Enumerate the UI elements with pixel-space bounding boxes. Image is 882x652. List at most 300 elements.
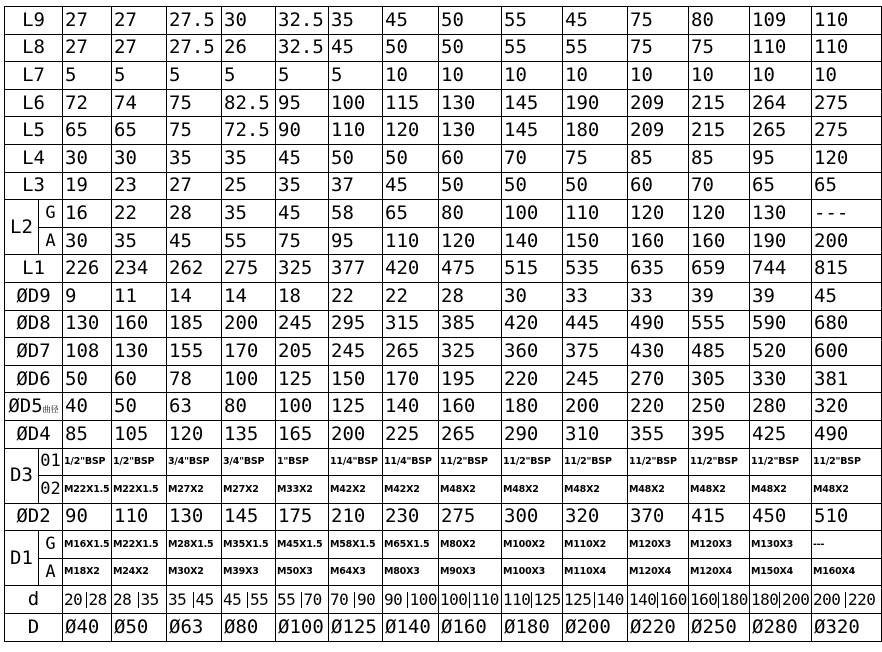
pair-value: 125 xyxy=(564,589,592,609)
table-cell: 50 xyxy=(63,365,112,393)
table-cell: 14 xyxy=(167,282,222,310)
dimension-table xyxy=(4,6,882,642)
pair-value: 140 xyxy=(594,592,627,608)
table-row xyxy=(5,476,882,504)
table-cell: Ø320 xyxy=(812,614,882,642)
table-cell: 270 xyxy=(628,365,689,393)
pair-value: 180 xyxy=(718,592,749,608)
table-cell: 490 xyxy=(628,310,689,338)
table-cell: 27 xyxy=(63,7,112,35)
table-cell: 135 xyxy=(222,420,276,448)
row-label: L5 xyxy=(5,117,63,145)
group-label: D3 xyxy=(5,448,39,503)
table-cell: Ø180 xyxy=(502,614,563,642)
table-cell: 82.5 xyxy=(222,89,276,117)
table-cell: M110X4 xyxy=(563,558,628,586)
pair-value: 45 xyxy=(223,589,242,609)
pair-value: 100 xyxy=(407,592,437,608)
table-cell: 50 xyxy=(502,172,563,200)
table-row xyxy=(5,448,882,476)
table-cell: 30 xyxy=(502,282,563,310)
table-row xyxy=(5,172,882,200)
value-pair xyxy=(384,586,437,613)
table-cell: 744 xyxy=(750,255,812,283)
table-cell: 100 xyxy=(276,393,329,421)
value-pair xyxy=(223,586,274,613)
table-cell: M120X3 xyxy=(689,531,750,559)
table-cell: 209 xyxy=(628,89,689,117)
table-cell: 225 xyxy=(383,420,439,448)
table-cell: 40 xyxy=(63,393,112,421)
table-cell: M120X4 xyxy=(689,558,750,586)
table-cell: 11/2"BSP xyxy=(563,448,628,476)
row-label: L8 xyxy=(5,34,63,62)
table-cell: 100 xyxy=(222,365,276,393)
table-cell: 58 xyxy=(329,200,383,228)
table-cell: 430 xyxy=(628,338,689,366)
table-cell: 25 xyxy=(222,172,276,200)
table-cell: 27 xyxy=(63,34,112,62)
table-row xyxy=(5,586,882,614)
table-cell: M16X1.5 xyxy=(63,531,112,559)
table-cell: 355 xyxy=(628,420,689,448)
table-cell: 415 xyxy=(689,503,750,531)
table-cell: 11/2"BSP xyxy=(750,448,812,476)
table-cell: 100 xyxy=(329,89,383,117)
table-cell: M48X2 xyxy=(628,476,689,504)
table-cell: M48X2 xyxy=(689,476,750,504)
table-cell: 209 xyxy=(628,117,689,145)
table-cell: 180 xyxy=(502,393,563,421)
table-cell: 120 xyxy=(628,200,689,228)
table-cell: 11/2"BSP xyxy=(502,448,563,476)
row-label: d xyxy=(5,586,63,614)
table-cell: 245 xyxy=(329,338,383,366)
table-cell: 375 xyxy=(563,338,628,366)
table-cell: 325 xyxy=(276,255,329,283)
table-cell: M35X1.5 xyxy=(222,531,276,559)
value-pair xyxy=(564,586,626,613)
table-cell: 55 xyxy=(222,227,276,255)
table-cell: 85 xyxy=(63,420,112,448)
table-cell: 420 xyxy=(383,255,439,283)
table-cell: 11/2"BSP xyxy=(439,448,502,476)
table-cell: 315 xyxy=(383,310,439,338)
table-cell: 32.5 xyxy=(276,34,329,62)
table-cell: 220 xyxy=(502,365,563,393)
table-cell: 18 xyxy=(276,282,329,310)
pair-value: 100 xyxy=(440,589,468,609)
pair-value: 180 xyxy=(751,589,779,609)
pair-value: 28 xyxy=(86,592,111,608)
sub-label: A xyxy=(39,558,63,586)
table-cell: 110 xyxy=(563,200,628,228)
table-cell: 1/2"BSP xyxy=(63,448,112,476)
table-cell: 35 xyxy=(222,200,276,228)
table-cell: 265 xyxy=(383,338,439,366)
table-cell: 115 xyxy=(383,89,439,117)
table-row xyxy=(5,117,882,145)
table-cell: 100 xyxy=(502,200,563,228)
table-cell: M27X2 xyxy=(222,476,276,504)
table-cell: 70 xyxy=(502,144,563,172)
table-cell: 170 xyxy=(222,338,276,366)
table-cell: 30 xyxy=(63,144,112,172)
table-row xyxy=(5,614,882,642)
table-cell: 200 xyxy=(563,393,628,421)
row-label-text: ØD9 xyxy=(16,284,51,307)
table-cell: 275 xyxy=(812,89,882,117)
table-cell: 110 xyxy=(812,34,882,62)
table-row xyxy=(5,531,882,559)
table-cell: M30X2 xyxy=(167,558,222,586)
group-label: L2 xyxy=(5,200,39,255)
table-row xyxy=(5,62,882,90)
table-cell: M48X2 xyxy=(750,476,812,504)
table-cell xyxy=(628,586,689,614)
table-cell: 395 xyxy=(689,420,750,448)
pair-value: 110 xyxy=(469,592,501,608)
table-cell: 145 xyxy=(222,503,276,531)
table-cell: 420 xyxy=(502,310,563,338)
dimension-table-body xyxy=(5,7,882,642)
table-cell: 50 xyxy=(383,144,439,172)
table-cell: 1"BSP xyxy=(276,448,329,476)
table-cell: 85 xyxy=(628,144,689,172)
dimension-sheet xyxy=(4,6,876,646)
table-cell: 3/4"BSP xyxy=(167,448,222,476)
table-row xyxy=(5,227,882,255)
table-cell: M22X1.5 xyxy=(63,476,112,504)
table-cell: 215 xyxy=(689,89,750,117)
table-cell xyxy=(222,586,276,614)
value-pair xyxy=(330,586,381,613)
table-cell: 5 xyxy=(276,62,329,90)
table-cell: 55 xyxy=(502,7,563,35)
row-label-note: 曲径 xyxy=(42,405,59,415)
table-cell: 130 xyxy=(167,503,222,531)
table-cell: 130 xyxy=(63,310,112,338)
table-cell: 381 xyxy=(812,365,882,393)
table-cell: 110 xyxy=(329,117,383,145)
table-cell: 75 xyxy=(563,144,628,172)
table-cell: 109 xyxy=(750,7,812,35)
table-cell: 30 xyxy=(63,227,112,255)
table-row xyxy=(5,338,882,366)
row-label xyxy=(5,365,63,393)
table-cell: 130 xyxy=(439,89,502,117)
table-cell: 26 xyxy=(222,34,276,62)
pair-value: 20 xyxy=(64,589,83,609)
table-cell xyxy=(439,586,502,614)
table-cell: M39X3 xyxy=(222,558,276,586)
table-cell: 27 xyxy=(112,34,167,62)
table-cell: 10 xyxy=(383,62,439,90)
table-cell: 45 xyxy=(383,7,439,35)
table-cell: 45 xyxy=(276,200,329,228)
table-cell: 9 xyxy=(63,282,112,310)
table-cell: 110 xyxy=(112,503,167,531)
table-cell: 145 xyxy=(502,89,563,117)
table-cell xyxy=(563,586,628,614)
table-row xyxy=(5,310,882,338)
table-cell: 75 xyxy=(628,7,689,35)
table-cell: 90 xyxy=(276,117,329,145)
table-cell: 140 xyxy=(502,227,563,255)
pair-value: 45 xyxy=(193,592,221,608)
table-row xyxy=(5,393,882,421)
pair-value: 90 xyxy=(384,589,403,609)
table-cell: 50 xyxy=(439,172,502,200)
table-cell: M100X2 xyxy=(502,531,563,559)
table-cell: 27 xyxy=(167,172,222,200)
table-cell: 39 xyxy=(689,282,750,310)
row-label: L4 xyxy=(5,144,63,172)
table-cell: Ø200 xyxy=(563,614,628,642)
table-cell: 290 xyxy=(502,420,563,448)
table-cell: 245 xyxy=(276,310,329,338)
table-cell: M100X3 xyxy=(502,558,563,586)
table-cell: 125 xyxy=(276,365,329,393)
table-cell xyxy=(502,586,563,614)
table-cell: Ø140 xyxy=(383,614,439,642)
table-cell: 45 xyxy=(812,282,882,310)
table-cell: 265 xyxy=(750,117,812,145)
table-cell: 45 xyxy=(329,34,383,62)
table-cell: 55 xyxy=(563,34,628,62)
table-cell: 5 xyxy=(167,62,222,90)
table-cell: 45 xyxy=(563,7,628,35)
table-cell: 230 xyxy=(383,503,439,531)
table-cell: 377 xyxy=(329,255,383,283)
table-cell: M80X2 xyxy=(439,531,502,559)
sub-label: G xyxy=(39,531,63,559)
table-cell: 190 xyxy=(563,89,628,117)
row-label xyxy=(5,310,63,338)
table-cell: 425 xyxy=(750,420,812,448)
table-cell: 10 xyxy=(628,62,689,90)
table-cell: M22X1.5 xyxy=(112,476,167,504)
table-cell: 35 xyxy=(276,172,329,200)
table-cell: 205 xyxy=(276,338,329,366)
table-cell xyxy=(63,586,112,614)
table-cell: 510 xyxy=(812,503,882,531)
table-cell: 175 xyxy=(276,503,329,531)
table-cell: 160 xyxy=(689,227,750,255)
table-cell: 5 xyxy=(222,62,276,90)
table-cell: 45 xyxy=(167,227,222,255)
table-cell: 28 xyxy=(439,282,502,310)
table-cell: 160 xyxy=(112,310,167,338)
table-cell: 195 xyxy=(439,365,502,393)
table-row xyxy=(5,420,882,448)
table-cell: 210 xyxy=(329,503,383,531)
table-row xyxy=(5,200,882,228)
table-cell: 490 xyxy=(812,420,882,448)
table-cell: 50 xyxy=(439,7,502,35)
table-cell: M18X2 xyxy=(63,558,112,586)
table-cell: 265 xyxy=(439,420,502,448)
table-cell: 200 xyxy=(222,310,276,338)
pair-value: 55 xyxy=(277,589,296,609)
table-cell: 330 xyxy=(750,365,812,393)
table-cell: 275 xyxy=(222,255,276,283)
table-cell: 63 xyxy=(167,393,222,421)
table-cell: 120 xyxy=(167,420,222,448)
table-cell xyxy=(167,586,222,614)
table-cell: 11/2"BSP xyxy=(689,448,750,476)
table-cell: 50 xyxy=(112,393,167,421)
value-pair xyxy=(751,586,810,613)
table-cell: 250 xyxy=(689,393,750,421)
table-cell: 325 xyxy=(439,338,502,366)
value-pair xyxy=(440,586,500,613)
table-cell: 120 xyxy=(383,117,439,145)
table-cell: 60 xyxy=(439,144,502,172)
table-cell xyxy=(329,586,383,614)
value-pair xyxy=(277,586,327,613)
table-cell: Ø100 xyxy=(276,614,329,642)
table-cell: 110 xyxy=(812,7,882,35)
table-cell: 475 xyxy=(439,255,502,283)
table-cell: 95 xyxy=(750,144,812,172)
table-cell: 105 xyxy=(112,420,167,448)
table-cell: M58X1.5 xyxy=(329,531,383,559)
table-cell: 11 xyxy=(112,282,167,310)
table-cell: M48X2 xyxy=(439,476,502,504)
table-cell: 310 xyxy=(563,420,628,448)
table-cell: Ø250 xyxy=(689,614,750,642)
table-cell: 35 xyxy=(167,144,222,172)
table-cell: 180 xyxy=(563,117,628,145)
table-cell: 27 xyxy=(112,7,167,35)
table-cell xyxy=(112,586,167,614)
table-cell: 555 xyxy=(689,310,750,338)
table-cell: M48X2 xyxy=(502,476,563,504)
row-label xyxy=(5,393,63,421)
sub-label: 02 xyxy=(39,476,63,504)
table-cell: 600 xyxy=(812,338,882,366)
pair-value: 200 xyxy=(779,592,810,608)
table-cell: Ø125 xyxy=(329,614,383,642)
value-pair xyxy=(168,586,220,613)
row-label xyxy=(5,338,63,366)
table-cell: Ø40 xyxy=(63,614,112,642)
table-cell: 275 xyxy=(439,503,502,531)
table-cell: 11/2"BSP xyxy=(628,448,689,476)
pair-value: 90 xyxy=(354,592,381,608)
row-label: L6 xyxy=(5,89,63,117)
table-cell: Ø50 xyxy=(112,614,167,642)
table-cell: 10 xyxy=(750,62,812,90)
table-cell: 385 xyxy=(439,310,502,338)
table-cell: 130 xyxy=(112,338,167,366)
table-cell: 120 xyxy=(689,200,750,228)
table-cell: 5 xyxy=(329,62,383,90)
table-cell: 170 xyxy=(383,365,439,393)
table-cell: Ø80 xyxy=(222,614,276,642)
value-pair xyxy=(503,586,561,613)
sub-label: A xyxy=(39,227,63,255)
table-cell: M48X2 xyxy=(812,476,882,504)
table-cell: 65 xyxy=(383,200,439,228)
table-cell: 120 xyxy=(812,144,882,172)
table-cell: 50 xyxy=(383,34,439,62)
table-cell: 125 xyxy=(329,393,383,421)
table-cell: 33 xyxy=(628,282,689,310)
pair-value: 35 xyxy=(168,589,187,609)
table-cell: 280 xyxy=(750,393,812,421)
row-label: D xyxy=(5,614,63,642)
table-cell: 45 xyxy=(276,144,329,172)
table-cell: 130 xyxy=(439,117,502,145)
table-cell: 23 xyxy=(112,172,167,200)
table-cell: 1/2"BSP xyxy=(112,448,167,476)
table-cell: M120X3 xyxy=(628,531,689,559)
table-cell: 120 xyxy=(439,227,502,255)
table-cell: 11/4"BSP xyxy=(329,448,383,476)
table-cell xyxy=(812,586,882,614)
pair-value: 200 xyxy=(813,589,841,609)
row-label-text: L1 xyxy=(22,257,45,280)
table-row xyxy=(5,282,882,310)
table-cell: 450 xyxy=(750,503,812,531)
table-cell: 75 xyxy=(167,117,222,145)
table-cell: 275 xyxy=(812,117,882,145)
table-cell: 226 xyxy=(63,255,112,283)
table-cell: 22 xyxy=(383,282,439,310)
table-cell: 72.5 xyxy=(222,117,276,145)
table-cell: 11/2"BSP xyxy=(812,448,882,476)
table-cell: 520 xyxy=(750,338,812,366)
table-cell: 185 xyxy=(167,310,222,338)
table-cell: 78 xyxy=(167,365,222,393)
table-cell: 300 xyxy=(502,503,563,531)
table-cell: 65 xyxy=(112,117,167,145)
table-cell: 295 xyxy=(329,310,383,338)
table-cell: M65X1.5 xyxy=(383,531,439,559)
row-label: L9 xyxy=(5,7,63,35)
table-cell: 3/4"BSP xyxy=(222,448,276,476)
table-cell: M24X2 xyxy=(112,558,167,586)
row-label-text: ØD5 xyxy=(8,395,43,418)
table-row xyxy=(5,558,882,586)
table-cell: 22 xyxy=(112,200,167,228)
table-cell: M22X1.5 xyxy=(112,531,167,559)
table-cell: 75 xyxy=(167,89,222,117)
row-label-text: ØD4 xyxy=(16,422,51,445)
pair-value: 125 xyxy=(531,592,562,608)
table-cell: 485 xyxy=(689,338,750,366)
table-cell: 75 xyxy=(689,34,750,62)
table-cell: 5 xyxy=(112,62,167,90)
table-cell: 35 xyxy=(222,144,276,172)
table-cell: 10 xyxy=(689,62,750,90)
table-cell: 635 xyxy=(628,255,689,283)
table-cell: 65 xyxy=(750,172,812,200)
table-cell xyxy=(276,586,329,614)
table-cell: Ø280 xyxy=(750,614,812,642)
table-cell: 234 xyxy=(112,255,167,283)
table-cell: 200 xyxy=(812,227,882,255)
table-cell: 200 xyxy=(329,420,383,448)
table-cell: 74 xyxy=(112,89,167,117)
table-cell: 262 xyxy=(167,255,222,283)
table-cell: 535 xyxy=(563,255,628,283)
pair-value: 160 xyxy=(690,589,718,609)
table-cell: 30 xyxy=(222,7,276,35)
table-cell: --- xyxy=(812,531,882,559)
